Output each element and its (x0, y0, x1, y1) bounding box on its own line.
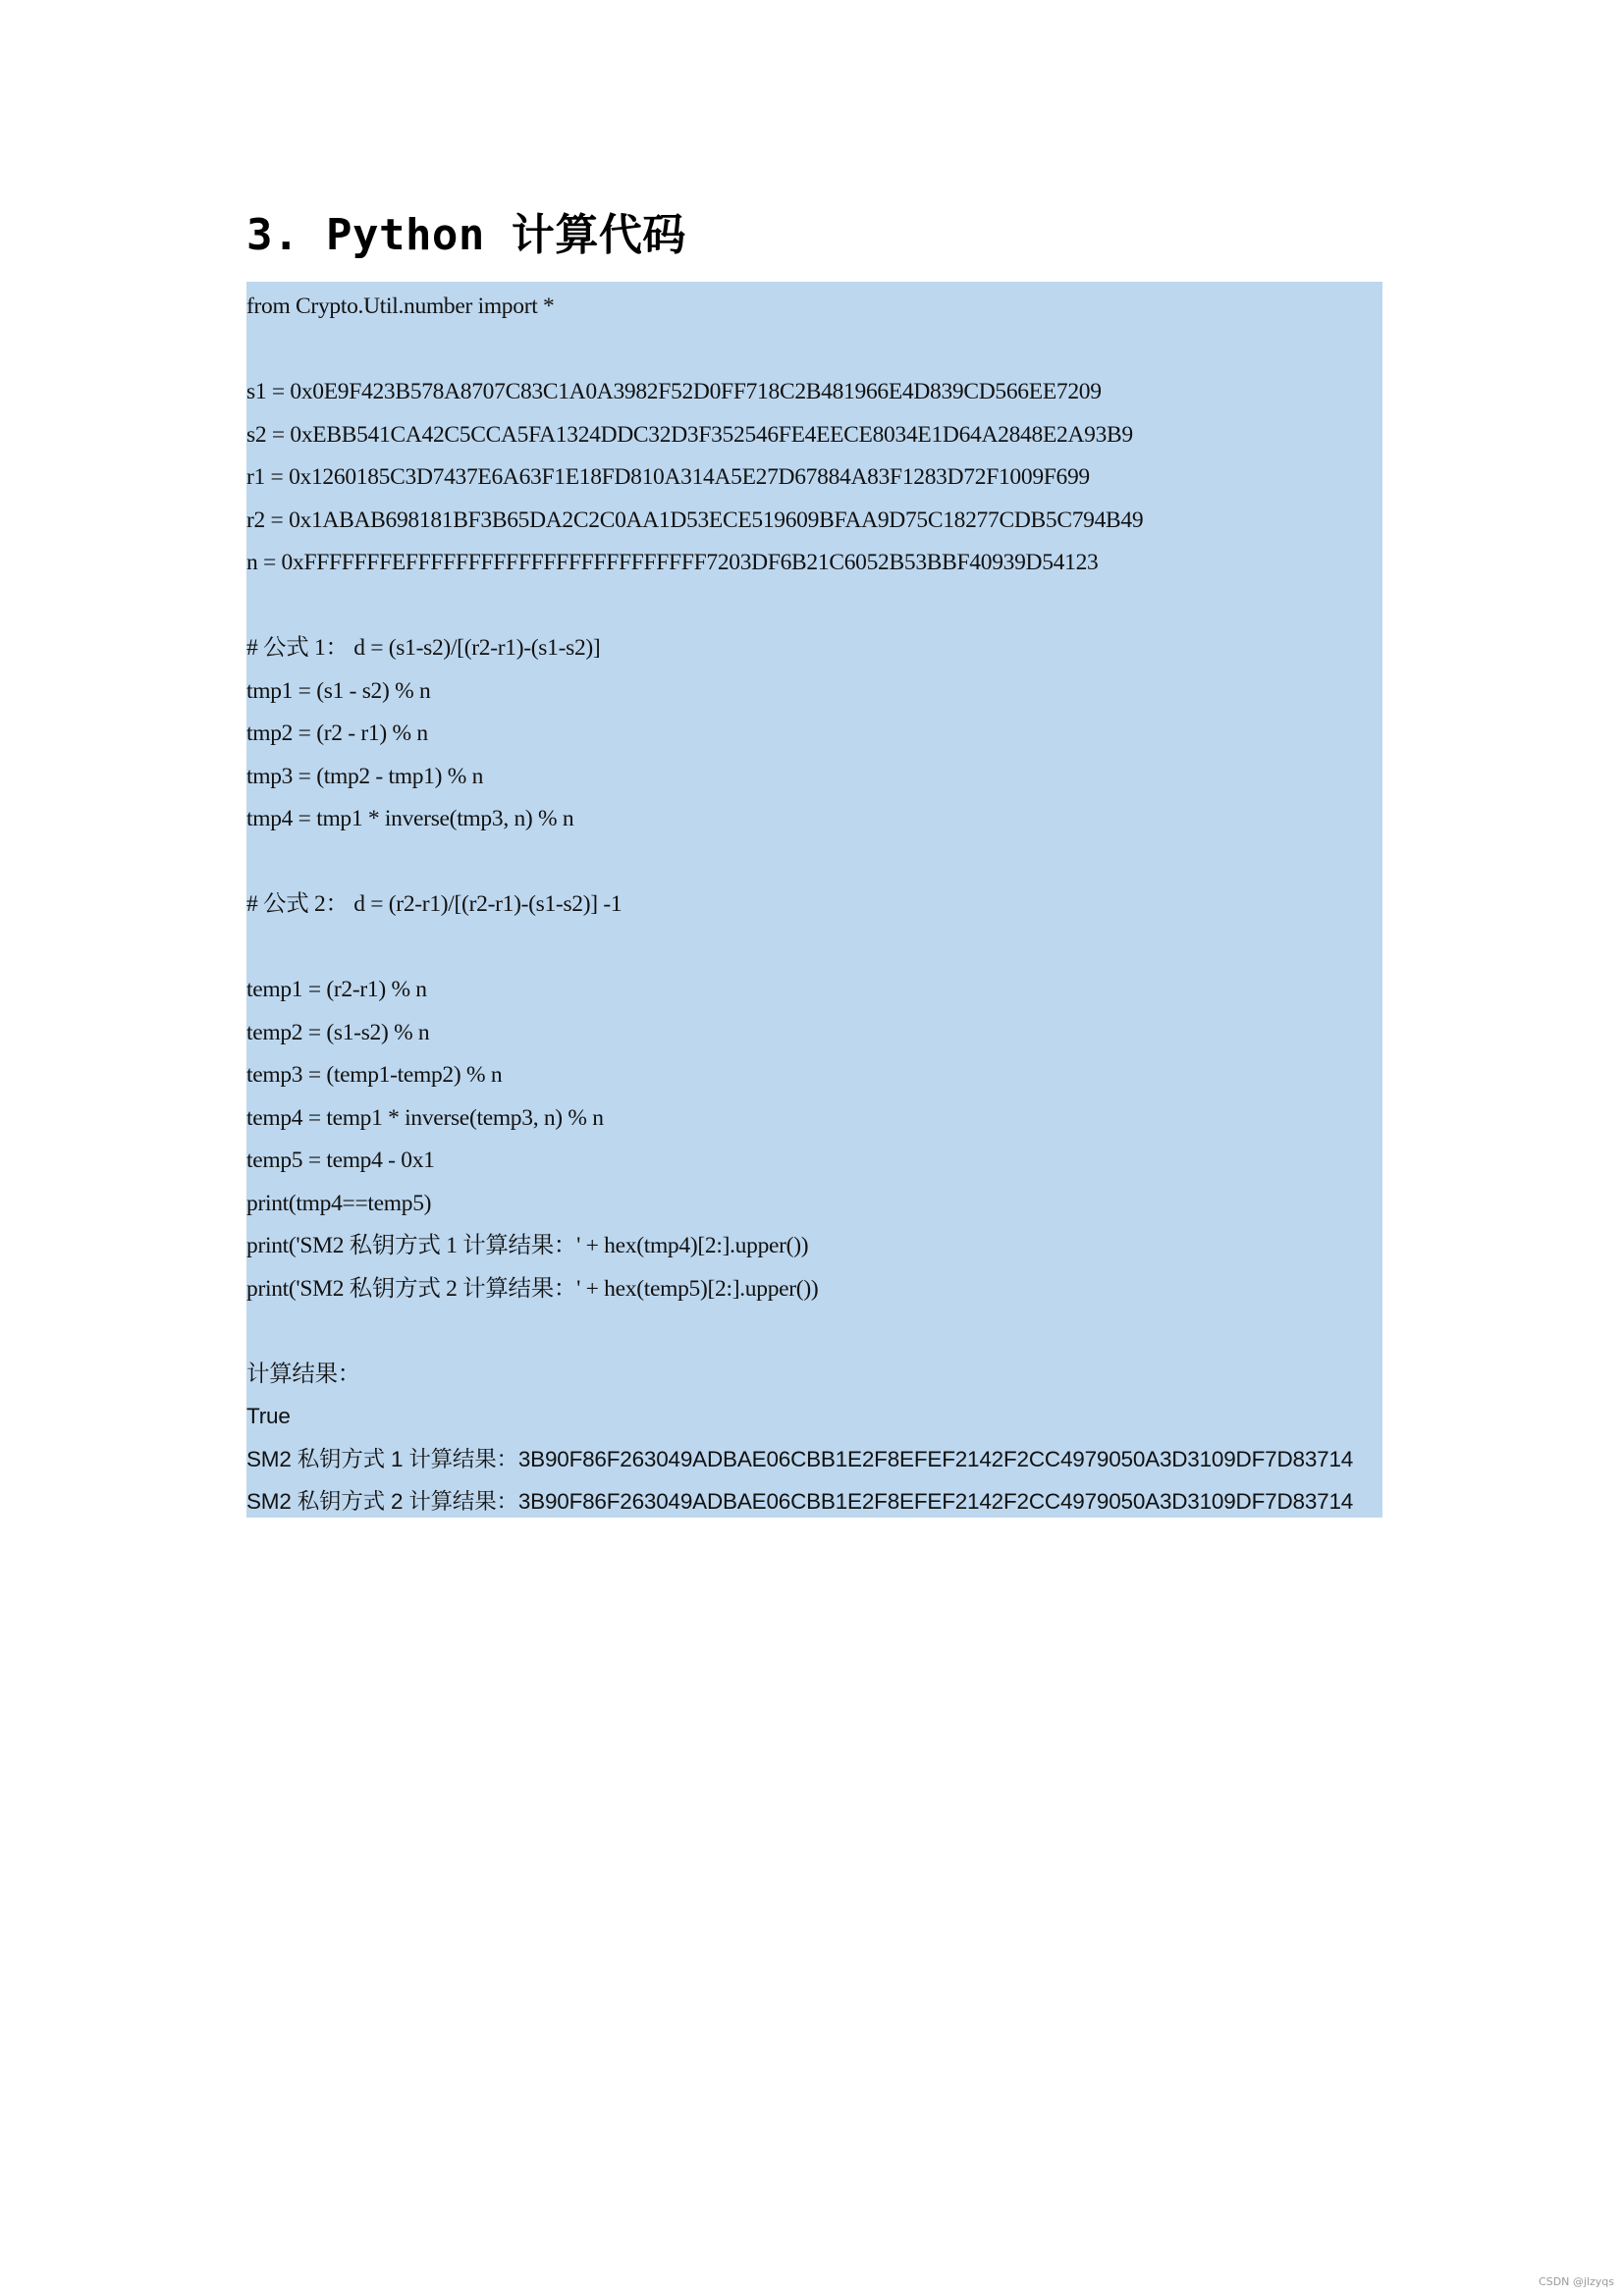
result-line: SM2 私钥方式 2 计算结果：3B90F86F263049ADBAE06CBB1E2F8EFEF2142F2CC4979050A3D3109DF7D83714 (246, 1489, 1354, 1514)
code-line: s2 = 0xEBB541CA42C5CCA5FA1324DDC32D3F352546FE4EECE8034E1D64A2848E2A93B9 (246, 422, 1133, 448)
watermark: CSDN @jlzyqs (1539, 2275, 1614, 2288)
code-line: tmp4 = tmp1 * inverse(tmp3, n) % n (246, 806, 574, 831)
code-line: temp1 = (r2-r1) % n (246, 977, 427, 1002)
code-line: tmp2 = (r2 - r1) % n (246, 721, 428, 746)
code-line: tmp3 = (tmp2 - tmp1) % n (246, 764, 484, 789)
code-line: print('SM2 私钥方式 1 计算结果：' + hex(tmp4)[2:].upper()) (246, 1233, 809, 1258)
code-line: from Crypto.Util.number import * (246, 294, 555, 319)
code-line: print(tmp4==temp5) (246, 1191, 432, 1216)
code-line: print('SM2 私钥方式 2 计算结果：' + hex(temp5)[2:].upper()) (246, 1276, 819, 1302)
code-line: tmp1 = (s1 - s2) % n (246, 678, 431, 704)
code-line: temp2 = (s1-s2) % n (246, 1020, 430, 1045)
code-line: n = 0xFFFFFFFEFFFFFFFFFFFFFFFFFFFFFFFF7203DF6B21C6052B53BBF40939D54123 (246, 550, 1099, 575)
code-line: temp4 = temp1 * inverse(temp3, n) % n (246, 1105, 604, 1131)
code-block (246, 282, 1382, 1518)
code-comment-line: # 公式 1： d = (s1-s2)/[(r2-r1)-(s1-s2)] (246, 635, 601, 661)
section-heading: 3. Python 计算代码 (246, 210, 686, 260)
code-line: r2 = 0x1ABAB698181BF3B65DA2C2C0AA1D53ECE519609BFAA9D75C18277CDB5C794B49 (246, 507, 1144, 533)
result-label: 计算结果： (246, 1362, 360, 1387)
result-line: SM2 私钥方式 1 计算结果：3B90F86F263049ADBAE06CBB1E2F8EFEF2142F2CC4979050A3D3109DF7D83714 (246, 1447, 1354, 1471)
code-line: temp5 = temp4 - 0x1 (246, 1148, 435, 1173)
code-line: r1 = 0x1260185C3D7437E6A63F1E18FD810A314A5E27D67884A83F1283D72F1009F699 (246, 464, 1090, 490)
result-line: True (246, 1404, 291, 1428)
code-line: temp3 = (temp1-temp2) % n (246, 1062, 503, 1088)
code-comment-line: # 公式 2： d = (r2-r1)/[(r2-r1)-(s1-s2)] -1 (246, 891, 623, 917)
code-line: s1 = 0x0E9F423B578A8707C83C1A0A3982F52D0FF718C2B481966E4D839CD566EE7209 (246, 379, 1102, 404)
